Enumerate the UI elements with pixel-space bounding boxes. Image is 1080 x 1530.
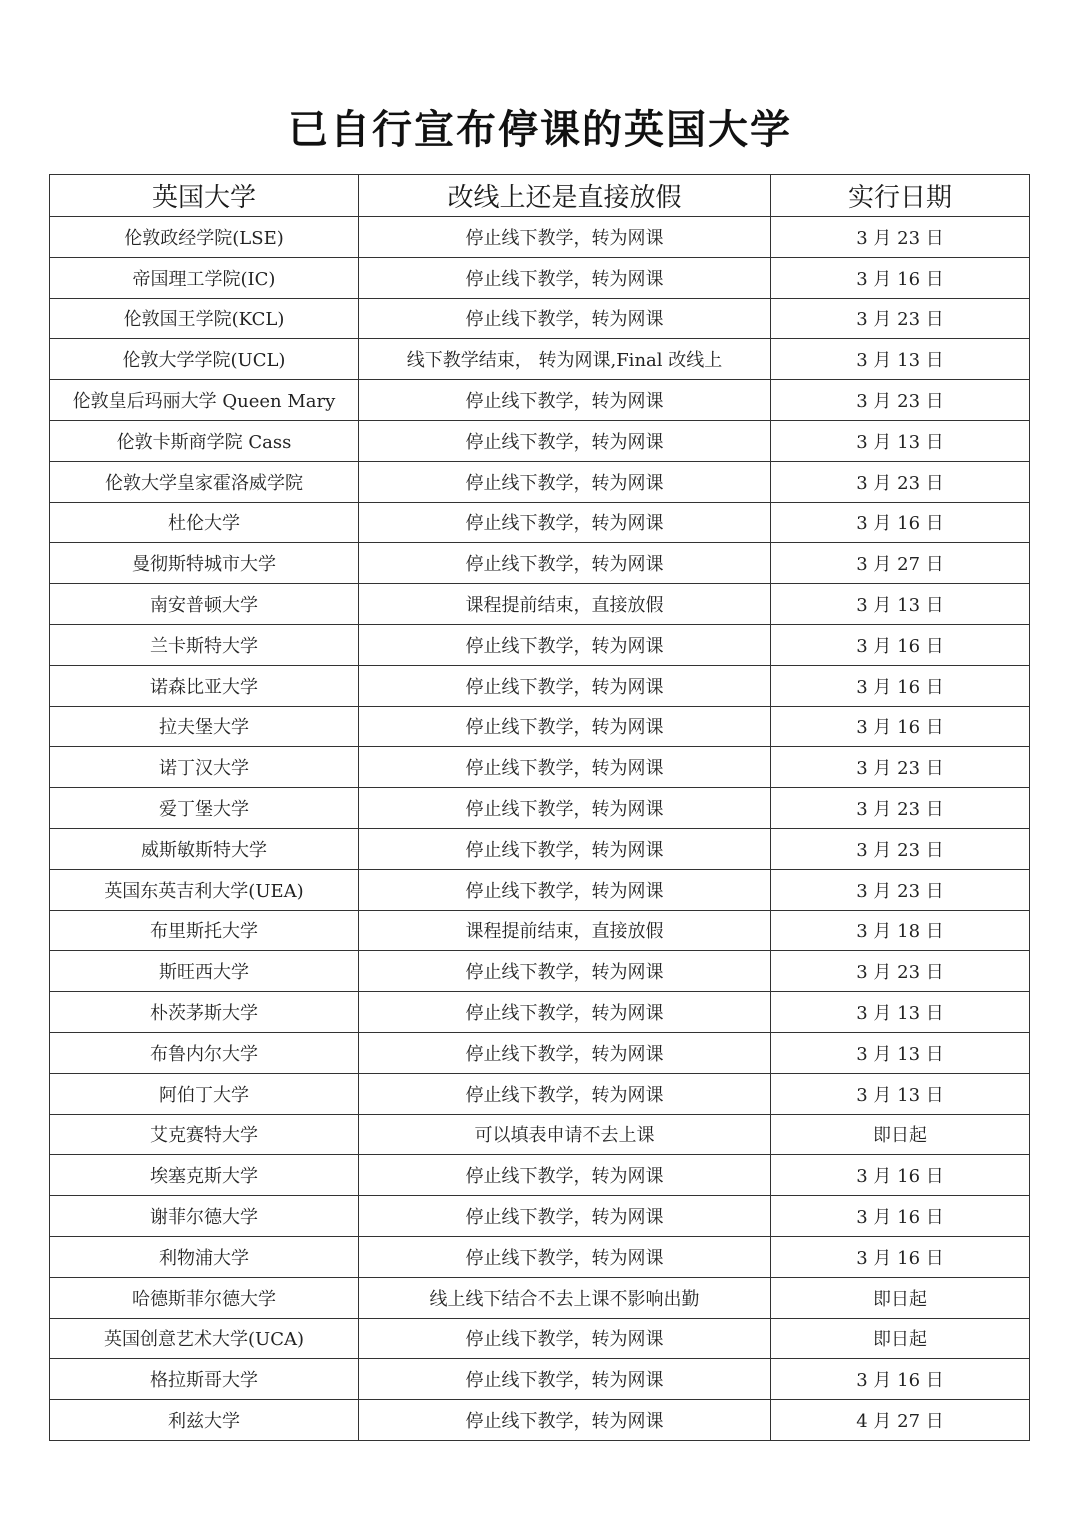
cell-mode: 线上线下结合不去上课不影响出勤 (359, 1277, 771, 1318)
cell-date: 3 月 16 日 (771, 624, 1030, 665)
cell-date: 3 月 23 日 (771, 788, 1030, 829)
table-row (50, 1114, 1030, 1155)
cell-university: 伦敦大学皇家霍洛威学院 (50, 461, 359, 502)
column-header-mode: 改线上还是直接放假 (359, 175, 771, 217)
table-row (50, 257, 1030, 298)
table-row (50, 992, 1030, 1033)
cell-date: 3 月 16 日 (771, 1359, 1030, 1400)
table-row (50, 1318, 1030, 1359)
cell-mode: 停止线下教学，转为网课 (359, 502, 771, 543)
cell-mode: 停止线下教学，转为网课 (359, 869, 771, 910)
cell-date: 即日起 (771, 1277, 1030, 1318)
cell-university: 朴茨茅斯大学 (50, 992, 359, 1033)
cell-university: 曼彻斯特城市大学 (50, 543, 359, 584)
cell-date: 3 月 13 日 (771, 1032, 1030, 1073)
table-row (50, 420, 1030, 461)
table-row (50, 298, 1030, 339)
cell-date: 3 月 16 日 (771, 1155, 1030, 1196)
cell-mode: 停止线下教学，转为网课 (359, 665, 771, 706)
cell-mode: 停止线下教学，转为网课 (359, 624, 771, 665)
cell-university: 杜伦大学 (50, 502, 359, 543)
cell-mode: 停止线下教学，转为网课 (359, 992, 771, 1033)
cell-date: 3 月 23 日 (771, 747, 1030, 788)
cell-date: 3 月 23 日 (771, 461, 1030, 502)
cell-mode: 停止线下教学，转为网课 (359, 1318, 771, 1359)
cell-mode: 停止线下教学，转为网课 (359, 217, 771, 258)
cell-mode: 课程提前结束，直接放假 (359, 910, 771, 951)
cell-university: 利兹大学 (50, 1400, 359, 1441)
table-row (50, 869, 1030, 910)
table-row (50, 584, 1030, 625)
cell-university: 斯旺西大学 (50, 951, 359, 992)
table-row (50, 1073, 1030, 1114)
table-row (50, 828, 1030, 869)
cell-mode: 停止线下教学，转为网课 (359, 461, 771, 502)
cell-university: 艾克赛特大学 (50, 1114, 359, 1155)
table-row (50, 910, 1030, 951)
cell-university: 哈德斯菲尔德大学 (50, 1277, 359, 1318)
cell-date: 3 月 23 日 (771, 869, 1030, 910)
cell-university: 英国东英吉利大学(UEA) (50, 869, 359, 910)
cell-university: 阿伯丁大学 (50, 1073, 359, 1114)
cell-date: 3 月 16 日 (771, 665, 1030, 706)
table-row (50, 1236, 1030, 1277)
cell-date: 3 月 23 日 (771, 951, 1030, 992)
cell-university: 伦敦政经学院(LSE) (50, 217, 359, 258)
cell-university: 布里斯托大学 (50, 910, 359, 951)
cell-mode: 停止线下教学，转为网课 (359, 1196, 771, 1237)
cell-mode: 停止线下教学，转为网课 (359, 1155, 771, 1196)
cell-university: 伦敦大学学院(UCL) (50, 339, 359, 380)
cell-university: 诺丁汉大学 (50, 747, 359, 788)
cell-date: 3 月 13 日 (771, 992, 1030, 1033)
cell-university: 伦敦皇后玛丽大学 Queen Mary (50, 380, 359, 421)
cell-university: 南安普顿大学 (50, 584, 359, 625)
cell-university: 埃塞克斯大学 (50, 1155, 359, 1196)
table-row (50, 461, 1030, 502)
cell-mode: 停止线下教学，转为网课 (359, 1400, 771, 1441)
cell-mode: 停止线下教学，转为网课 (359, 1359, 771, 1400)
cell-mode: 停止线下教学，转为网课 (359, 1236, 771, 1277)
page-title: 已自行宣布停课的英国大学 (288, 107, 792, 153)
cell-mode: 停止线下教学，转为网课 (359, 380, 771, 421)
cell-mode: 可以填表申请不去上课 (359, 1114, 771, 1155)
cell-university: 伦敦国王学院(KCL) (50, 298, 359, 339)
table-body (50, 217, 1030, 1441)
column-header-university: 英国大学 (50, 175, 359, 217)
cell-date: 3 月 27 日 (771, 543, 1030, 584)
table-row (50, 1400, 1030, 1441)
cell-mode: 停止线下教学，转为网课 (359, 543, 771, 584)
cell-date: 3 月 16 日 (771, 257, 1030, 298)
cell-university: 爱丁堡大学 (50, 788, 359, 829)
table-row (50, 502, 1030, 543)
table-row (50, 1032, 1030, 1073)
cell-date: 3 月 23 日 (771, 380, 1030, 421)
cell-date: 3 月 16 日 (771, 1196, 1030, 1237)
column-header-date: 实行日期 (771, 175, 1030, 217)
cell-mode: 停止线下教学，转为网课 (359, 747, 771, 788)
cell-mode: 停止线下教学，转为网课 (359, 788, 771, 829)
cell-date: 3 月 23 日 (771, 828, 1030, 869)
cell-date: 3 月 16 日 (771, 502, 1030, 543)
cell-university: 英国创意艺术大学(UCA) (50, 1318, 359, 1359)
cell-date: 3 月 16 日 (771, 706, 1030, 747)
cell-university: 诺森比亚大学 (50, 665, 359, 706)
cell-mode: 线下教学结束， 转为网课,Final 改线上 (359, 339, 771, 380)
cell-mode: 停止线下教学，转为网课 (359, 420, 771, 461)
table-row (50, 339, 1030, 380)
cell-mode: 停止线下教学，转为网课 (359, 257, 771, 298)
cell-date: 3 月 13 日 (771, 420, 1030, 461)
cell-university: 兰卡斯特大学 (50, 624, 359, 665)
cell-university: 谢菲尔德大学 (50, 1196, 359, 1237)
cell-mode: 停止线下教学，转为网课 (359, 951, 771, 992)
table-row (50, 951, 1030, 992)
cell-date: 3 月 23 日 (771, 217, 1030, 258)
table-row (50, 747, 1030, 788)
cell-mode: 停止线下教学，转为网课 (359, 706, 771, 747)
table-row (50, 217, 1030, 258)
cell-university: 帝国理工学院(IC) (50, 257, 359, 298)
table-row (50, 624, 1030, 665)
cell-university: 伦敦卡斯商学院 Cass (50, 420, 359, 461)
table-row (50, 706, 1030, 747)
cell-university: 格拉斯哥大学 (50, 1359, 359, 1400)
cell-university: 布鲁内尔大学 (50, 1032, 359, 1073)
table-row (50, 1196, 1030, 1237)
table-row (50, 788, 1030, 829)
cell-date: 3 月 18 日 (771, 910, 1030, 951)
cell-date: 即日起 (771, 1114, 1030, 1155)
cell-university: 拉夫堡大学 (50, 706, 359, 747)
table-row (50, 380, 1030, 421)
university-table (49, 174, 1030, 1441)
cell-mode: 停止线下教学，转为网课 (359, 1073, 771, 1114)
cell-date: 3 月 13 日 (771, 584, 1030, 625)
cell-date: 3 月 13 日 (771, 1073, 1030, 1114)
cell-date: 3 月 23 日 (771, 298, 1030, 339)
table-header-row (50, 175, 1030, 217)
cell-mode: 停止线下教学，转为网课 (359, 828, 771, 869)
cell-mode: 停止线下教学，转为网课 (359, 1032, 771, 1073)
table-row (50, 1359, 1030, 1400)
cell-date: 3 月 13 日 (771, 339, 1030, 380)
cell-date: 即日起 (771, 1318, 1030, 1359)
cell-mode: 停止线下教学，转为网课 (359, 298, 771, 339)
cell-university: 威斯敏斯特大学 (50, 828, 359, 869)
cell-university: 利物浦大学 (50, 1236, 359, 1277)
cell-date: 4 月 27 日 (771, 1400, 1030, 1441)
cell-mode: 课程提前结束，直接放假 (359, 584, 771, 625)
cell-date: 3 月 16 日 (771, 1236, 1030, 1277)
table-row (50, 1277, 1030, 1318)
table-row (50, 543, 1030, 584)
table-row (50, 1155, 1030, 1196)
table-row (50, 665, 1030, 706)
